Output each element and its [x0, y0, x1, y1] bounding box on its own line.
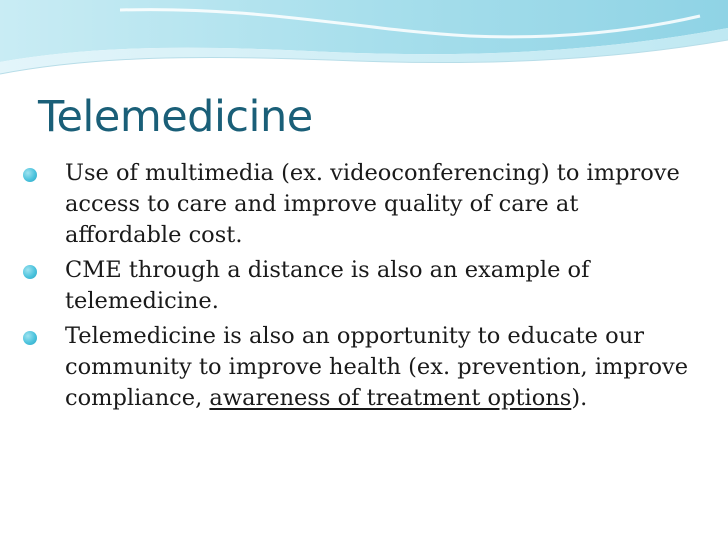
bullet-item — [22, 158, 692, 251]
bullet-text: Use of multimedia (ex. videoconferencing) to improve access to care and improve quality of care at affordable cost. — [65, 160, 680, 248]
bullet-item — [22, 255, 692, 317]
bullet-text: CME through a distance is also an example of telemedicine. — [65, 257, 590, 314]
round-bullet-icon — [23, 331, 37, 345]
header-wave-decoration — [0, 0, 728, 90]
round-bullet-icon — [23, 265, 37, 279]
bullet-list — [22, 158, 692, 418]
bullet-text-part: ). — [571, 385, 588, 411]
round-bullet-icon — [23, 168, 37, 182]
bullet-item — [22, 321, 692, 414]
bullet-text-part: Telemedicine is also an opportunity to educate our community to improve health (ex. prevention, improve compliance, — [65, 323, 689, 411]
bullet-text — [65, 323, 688, 411]
slide-title: Telemedicine — [38, 92, 313, 142]
underlined-phrase: awareness of treatment options — [209, 385, 572, 411]
